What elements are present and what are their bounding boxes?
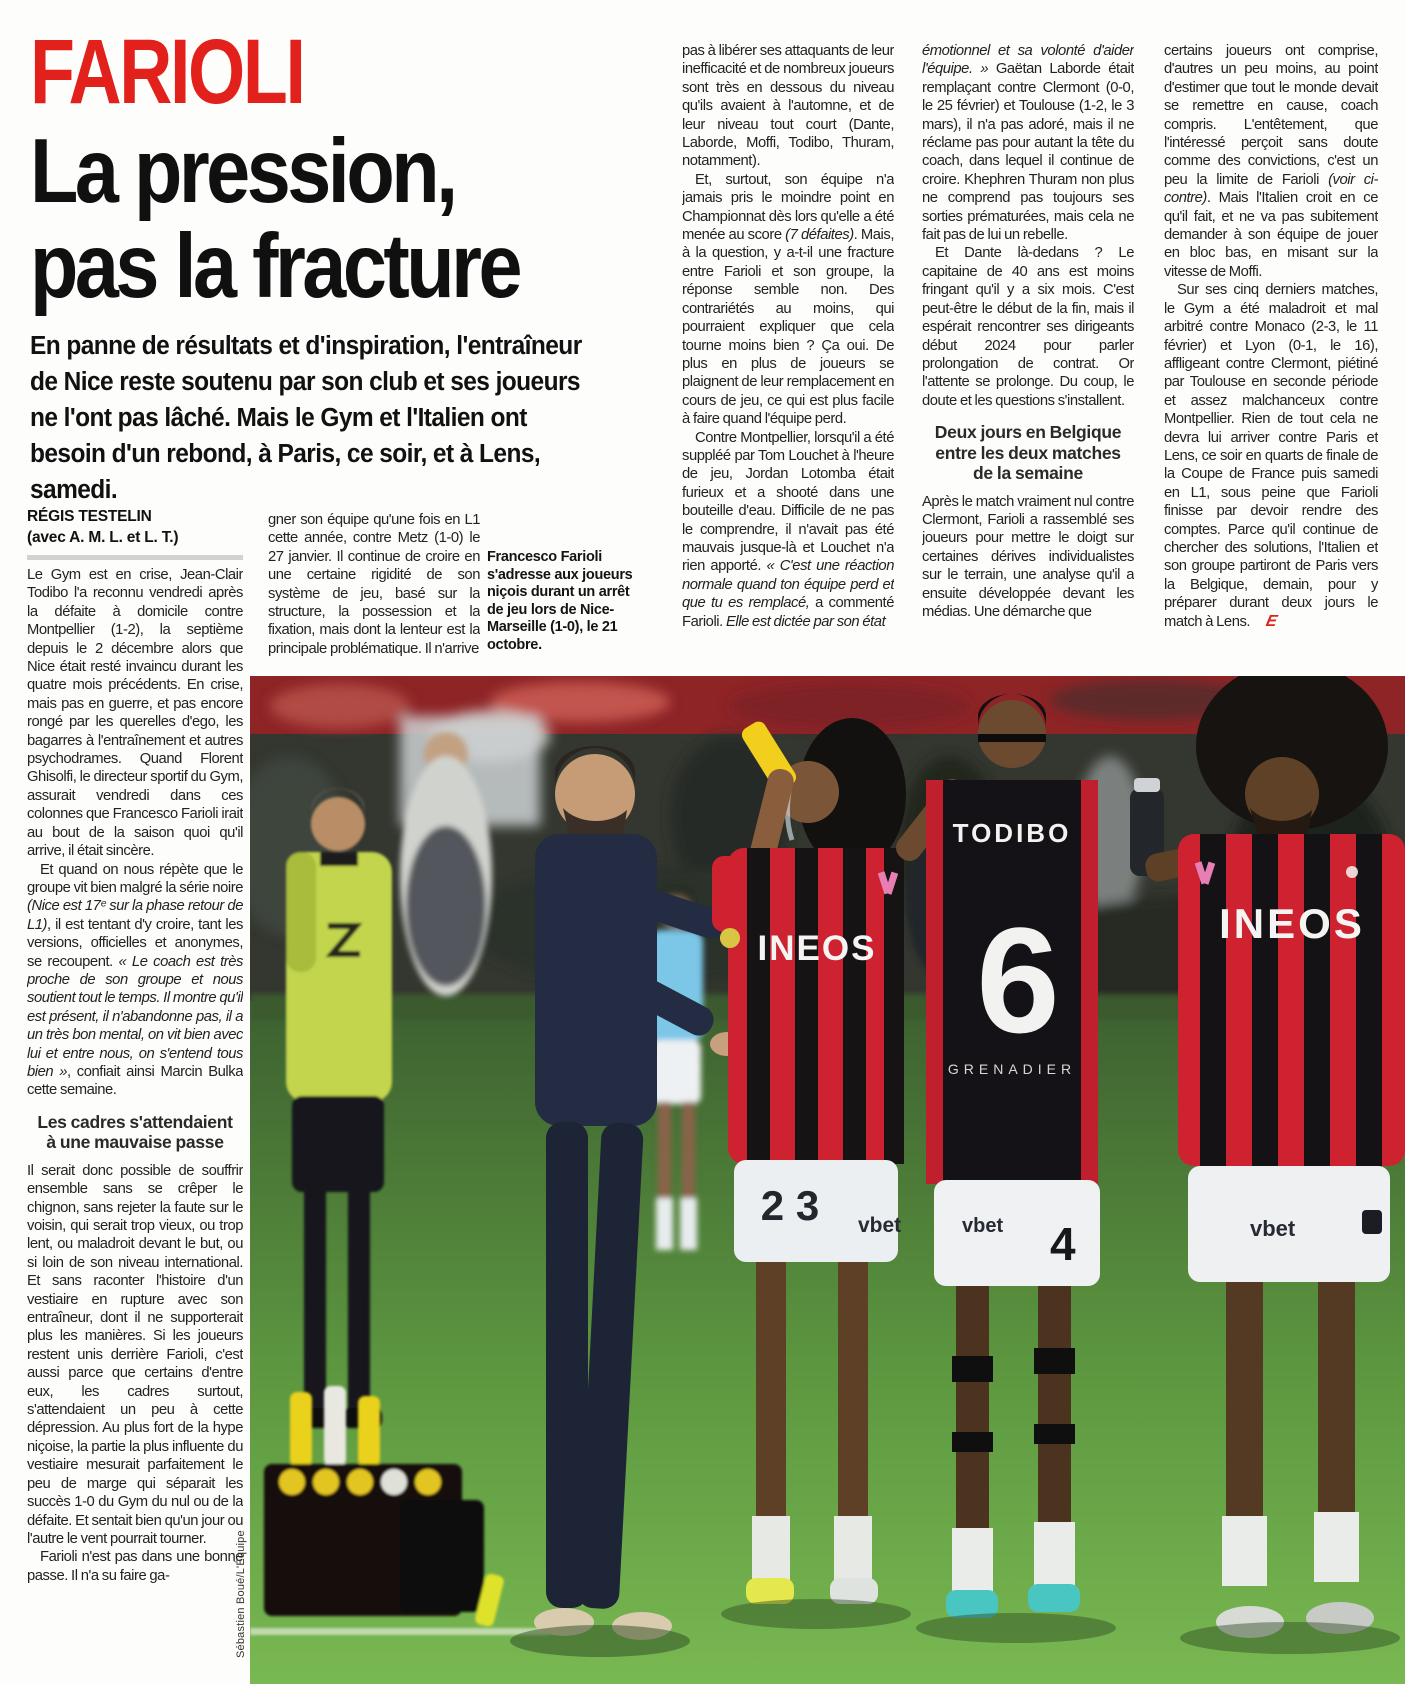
article-paragraph: Contre Montpellier, lorsqu'il a été suppléé par Tom Louchet à l'heure de jeu, Jordan Lotomba était furieux et a shooté dans une bouteille d'eau. Difficile de ne pas le comprendre, il n'avait pas été mauvais jusque-là et Louchet n'a rien apporté. « C'est une réaction normale quand ton équipe perd et que tu es remplacé, a commenté Farioli. Elle est dictée par son état (682, 429, 894, 630)
article-paragraph: certains joueurs ont comprise, d'autres un peu moins, au point d'estimer que tout le monde devait se remettre en cause, coach compris. L'entêtement, que l'intéressé perçoit sans doute comme des convictions, c'est un peu la limite de Farioli (voir ci-contre). Mais l'Italien croit en ce qu'il fait, et ne va pas subitement demander à son équipe de jouer en bloc bas, en misant sur la vitesse de Moffi. (1164, 43, 1378, 280)
article-column-5 (1164, 42, 1378, 654)
section-subhead: Les cadres s'attendaient à une mauvaise passe (37, 1111, 233, 1153)
article-paragraph: Il serait donc possible de souffrir ensemble sans se crêper le chignon, sans rejeter la faute sur le voisin, qui serait trop vieux, ou trop lent, ou maladroit devant le but, ou si loin de son niveau international. Et sans raconter l'histoire d'un vestiaire en rupture avec son entraîneur, dont il ne supporterait plus les manières. Si les joueurs restent unis derrière Farioli, c'est aussi parce que certains d'entre eux, les cadres surtout, s'attendaient un peu à cette dépression. Au plus fort de la hype niçoise, la partie la plus influente du vestiaire mesurait parfaitement le peu de marge qui séparait les succès 1-0 du Gym du nul ou de la défaite. Et sentait bien qu'un jour ou l'autre le vent pourrait tourner. (27, 1162, 243, 1547)
jersey-sponsor-ineos: INEOS (757, 929, 877, 968)
photo-caption: Francesco Farioli s'adresse aux joueurs niçois durant un arrêt de jeu lors de Nice-Marseille (1-0), le 21 octobre. (487, 549, 633, 653)
main-headline (30, 121, 520, 317)
article-paragraph: émotionnel et sa volonté d'aider l'équipe. » Gaëtan Laborde était remplaçant contre Clermont (0-0, le 25 février) et Toulouse (1-2, le 3 mars), il n'a pas adoré, mais il ne réclame pas pour autant la tête du coach, dans lequel il continue de croire. Khephren Thuram non plus ne comprend pas toujours ses sorties prématurées, mais cela ne fait pas de lui un rebelle. (922, 43, 1134, 244)
article-paragraph: Sur ses cinq derniers matches, le Gym a été maladroit et mal arbitré contre Monaco (2-3, le 11 février) et Lyon (0-1, le 16), affligeant contre Clermont, piétiné par Toulouse en seconde période et assez malchanceux contre Montpellier. Rien de tout cela ne devra lui arriver contre Paris et Lens, ce soir en quarts de finale de la Coupe de France puis samedi en L1, sous peine que Farioli finisse par devoir rendre des comptes. Parce qu'il continue de chercher des solutions, l'Italien et son groupe partiront de Paris vers la Belgique, demain, pour y préparer durant deux jours le match à Lens. E (1164, 282, 1378, 630)
article-column-1 (27, 566, 243, 1684)
jersey-number-6: 6 (976, 896, 1060, 1064)
byline-contributors: (avec A. M. L. et L. T.) (27, 529, 179, 546)
kicker: FARIOLI (30, 21, 304, 123)
shorts-ad-vbet-3: vbet (1250, 1216, 1296, 1241)
section-subhead: Deux jours en Belgique entre les deux matches de la semaine (934, 422, 1122, 484)
standfirst: En panne de résultats et d'inspiration, l'entraîneur de Nice reste soutenu par son club et ses joueurs ne l'ont pas lâché. Mais le Gym et l'Italien ont besoin d'un rebond, à Paris, ce soir, et à Lens, samedi. (30, 332, 582, 504)
article-paragraph: Après le match vraiment nul contre Clermont, Farioli a rassemblé ses joueurs pour mettre le doigt sur certaines dérives individualistes sur le terrain, une analyse qu'il a ensuite développée devant les médias. Une démarche que (922, 493, 1134, 621)
article-paragraph: Le Gym est en crise, Jean-Clair Todibo l'a reconnu vendredi après la défaite à domicile contre Montpellier (1-2), la septième depuis le 2 décembre alors que Nice était resté invaincu durant les quatre mois précédents. En crise, mais pas en guerre, et pas encore rongé par les querelles d'ego, les bagarres à l'entraînement et autres psychodrames. Quand Florent Ghisolfi, le directeur sportif du Gym, assurait vendredi dans ces colonnes que Francesco Farioli irait au bout de la saison quoi qu'il arrive, il était sincère. (27, 567, 243, 860)
shorts-number-4: 4 (1050, 1218, 1076, 1270)
byline-author: RÉGIS TESTELIN (27, 508, 152, 525)
touchline (250, 1628, 550, 1635)
match-photo-illustration (250, 676, 1405, 1684)
article-column-3 (682, 42, 894, 642)
byline-rule (27, 555, 243, 560)
article-paragraph: Et Dante là-dedans ? Le capitaine de 40 ans est moins fringant qu'il y a six mois. C'est peut-être le début de la fin, mais il espérait rencontrer ses dirigeants début 2024 pour parler prolongation de contrat. Or l'attente se prolonge. Du coup, le doute et les questions s'installent. (922, 245, 1134, 409)
article-paragraph: Et quand on nous répète que le groupe vit bien malgré la série noire (Nice est 17ᵉ sur la phase retour de L1), il est tentant d'y croire, tant les versions, officielles et anonymes, se recoupent. « Le coach est très proche de son groupe et nous soutient tout le temps. Il montre qu'il est présent, il n'abandonne pas, il a un très bon mental, on vit bien avec lui et entre nous, on s'entend tous bien », confiait ainsi Marcin Bulka cette semaine. (27, 861, 243, 1099)
headline-line-1: La pression, (30, 121, 455, 222)
article-column-2 (268, 511, 480, 677)
jersey-sponsor-ineos-2: INEOS (1219, 900, 1365, 947)
article-paragraph: gner son équipe qu'une fois en L1 cette année, contre Metz (1-0) le 27 janvier. Il continue de croire en une certaine rigidité de son système de jeu, basé sur la structure, la possession et la fixation, mais dont la lenteur est la principale problématique. Il n'arrive (268, 512, 480, 657)
lequipe-end-mark: E (1264, 612, 1279, 630)
jersey-grenadier: GRENADIER (947, 1061, 1077, 1077)
article-paragraph: Et, surtout, son équipe n'a jamais pris le moindre point en Championnat dès lors qu'elle a été menée au score (7 défaites). Mais, à la question, y a-t-il une fracture entre Farioli et son groupe, la réponse semble non. Des contrariétés au moins, qui pourraient expliquer que cela tourne moins bien ? Ça oui. De plus en plus de joueurs se plaignent de leur remplacement en cours de jeu, ce qui est plus facile à faire quand l'équipe perd. (682, 171, 894, 428)
byline (27, 506, 243, 560)
headline-line-2: pas la fracture (30, 216, 520, 317)
article-column-4 (922, 42, 1134, 642)
shorts-number-23: 2 3 (760, 1182, 820, 1229)
shorts-ad-vbet-2: vbet (962, 1215, 1004, 1237)
jersey-name-todibo: TODIBO (952, 818, 1072, 848)
match-photo (250, 676, 1405, 1684)
article-paragraph: pas à libérer ses attaquants de leur inefficacité et de nombreux joueurs sont très en dessous du niveau qu'ils avaient à l'automne, et de leur niveau tout court (Dante, Laborde, Moffi, Todibo, Thuram, notamment). (682, 43, 894, 170)
shorts-ad-vbet: vbet (858, 1214, 902, 1237)
photo-credit: Sébastien Boué/L'Équipe (235, 1530, 247, 1658)
article-paragraph: Farioli n'est pas dans une bonne passe. Il n'a su faire ga- (27, 1549, 243, 1584)
